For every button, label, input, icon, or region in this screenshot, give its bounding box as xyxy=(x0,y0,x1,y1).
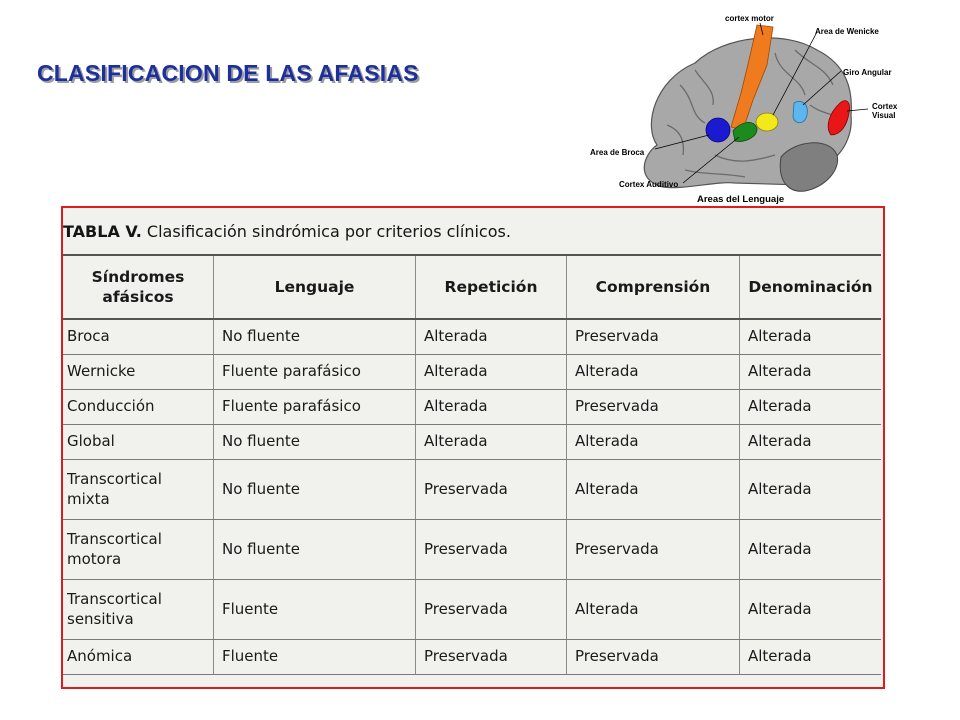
label-angular: Giro Angular xyxy=(843,68,892,77)
wernicke-area xyxy=(756,113,778,131)
table-row xyxy=(63,640,881,675)
cell-syndrome: Global xyxy=(67,432,115,451)
cell-comprehension: Preservada xyxy=(566,520,739,579)
header-repetition: Repetición xyxy=(415,256,566,318)
broca-area xyxy=(706,118,730,142)
cell-language: No fluente xyxy=(213,460,415,519)
table-row xyxy=(63,320,881,355)
cell-repetition: Alterada xyxy=(415,390,566,424)
cell-comprehension: Alterada xyxy=(566,580,739,639)
label-visual-cortex-line2: Visual xyxy=(872,111,896,120)
cell-comprehension: Alterada xyxy=(566,355,739,389)
label-motor-cortex: cortex motor xyxy=(725,14,774,23)
table-row xyxy=(63,390,881,425)
cell-repetition: Preservada xyxy=(415,640,566,674)
cell-comprehension: Preservada xyxy=(566,390,739,424)
cell-repetition: Preservada xyxy=(415,460,566,519)
cell-repetition: Alterada xyxy=(415,355,566,389)
table-row xyxy=(63,460,881,520)
label-auditory-cortex: Cortex Auditivo xyxy=(619,180,679,189)
cell-naming: Alterada xyxy=(739,460,881,519)
cell-repetition: Preservada xyxy=(415,520,566,579)
table-row xyxy=(63,520,881,580)
cell-naming: Alterada xyxy=(739,640,881,674)
classification-table-frame xyxy=(61,206,885,689)
cell-comprehension: Preservada xyxy=(566,640,739,674)
cell-language: Fluente xyxy=(213,580,415,639)
cell-comprehension: Alterada xyxy=(566,460,739,519)
aphasia-table xyxy=(63,254,881,675)
cell-comprehension: Preservada xyxy=(566,320,739,354)
table-caption-text: Clasificación sindrómica por criterios clínicos. xyxy=(146,222,511,241)
label-figure-caption: Areas del Lenguaje xyxy=(697,194,785,205)
language-areas-figure xyxy=(585,5,905,210)
angular-gyrus-area xyxy=(793,102,807,123)
cell-repetition: Alterada xyxy=(415,320,566,354)
cell-naming: Alterada xyxy=(739,425,881,459)
cell-language: Fluente parafásico xyxy=(213,390,415,424)
cell-naming: Alterada xyxy=(739,390,881,424)
slide-title: CLASIFICACION DE LAS AFASIAS xyxy=(37,60,419,86)
label-visual-cortex xyxy=(872,102,900,120)
cell-syndrome: Wernicke xyxy=(67,362,136,381)
cell-syndrome: Transcortical motora xyxy=(67,530,162,568)
header-syndromes: Síndromes afásicos xyxy=(91,267,185,306)
cell-syndrome: Anómica xyxy=(67,647,133,666)
cell-language: No fluente xyxy=(213,520,415,579)
header-naming: Denominación xyxy=(739,256,881,318)
cell-language: Fluente parafásico xyxy=(213,355,415,389)
cell-repetition: Preservada xyxy=(415,580,566,639)
cell-language: No fluente xyxy=(213,320,415,354)
table-body xyxy=(63,320,881,675)
table-header-row xyxy=(63,254,881,320)
header-language: Lenguaje xyxy=(213,256,415,318)
header-comprehension: Comprensión xyxy=(566,256,739,318)
table-row xyxy=(63,425,881,460)
label-wernicke: Area de Wenicke xyxy=(815,27,879,36)
cell-language: No fluente xyxy=(213,425,415,459)
cell-syndrome: Broca xyxy=(67,327,110,346)
cell-naming: Alterada xyxy=(739,355,881,389)
cell-syndrome: Transcortical mixta xyxy=(67,470,162,508)
cell-repetition: Alterada xyxy=(415,425,566,459)
table-caption-label: TABLA V. xyxy=(63,222,142,241)
label-visual-cortex-line1: Cortex xyxy=(872,102,898,111)
label-broca: Area de Broca xyxy=(590,148,645,157)
cell-syndrome: Conducción xyxy=(67,397,155,416)
table-caption xyxy=(63,222,511,241)
cell-comprehension: Alterada xyxy=(566,425,739,459)
cell-naming: Alterada xyxy=(739,320,881,354)
cell-language: Fluente xyxy=(213,640,415,674)
cell-naming: Alterada xyxy=(739,520,881,579)
table-row xyxy=(63,580,881,640)
cell-naming: Alterada xyxy=(739,580,881,639)
brain-cerebellum xyxy=(780,143,837,191)
table-row xyxy=(63,355,881,390)
cell-syndrome: Transcortical sensitiva xyxy=(67,590,162,628)
